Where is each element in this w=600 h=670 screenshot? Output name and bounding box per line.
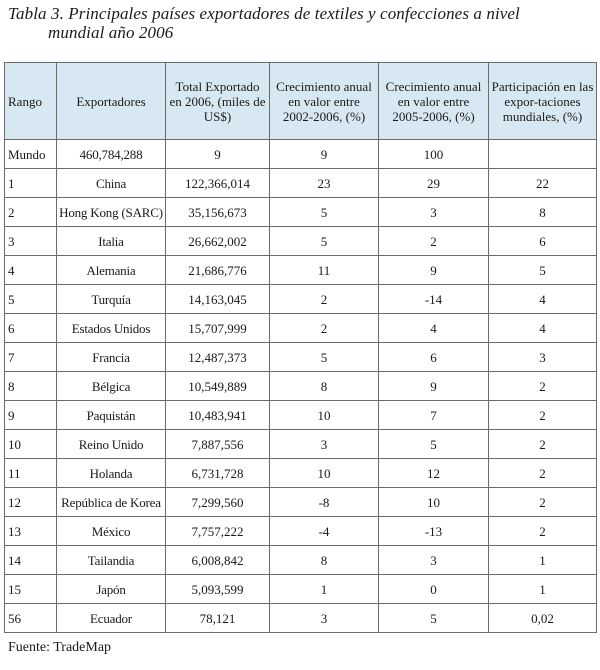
rank-cell: 56 <box>5 604 57 633</box>
table-row <box>5 488 597 517</box>
rank-cell: 11 <box>5 459 57 488</box>
rank-cell: 10 <box>5 430 57 459</box>
total-cell: 10,483,941 <box>166 401 270 430</box>
share-cell: 1 <box>489 546 597 575</box>
rank-cell: 1 <box>5 169 57 198</box>
total-cell: 9 <box>166 140 270 169</box>
exporter-cell: Turquía <box>57 285 166 314</box>
header-exportadores: Exportadores <box>57 63 166 140</box>
growth-2002-2006-cell: 5 <box>270 198 379 227</box>
exporter-cell: China <box>57 169 166 198</box>
table-row <box>5 517 597 546</box>
share-cell: 2 <box>489 488 597 517</box>
share-cell: 1 <box>489 575 597 604</box>
caption-line-2: mundial año 2006 <box>48 23 174 42</box>
rank-cell: 4 <box>5 256 57 285</box>
growth-2002-2006-cell: 23 <box>270 169 379 198</box>
header-participacion: Participación en las expor-taciones mundiales, (%) <box>489 63 597 140</box>
growth-2002-2006-cell: 10 <box>270 459 379 488</box>
share-cell: 2 <box>489 517 597 546</box>
total-cell: 6,731,728 <box>166 459 270 488</box>
share-cell: 3 <box>489 343 597 372</box>
table-row <box>5 604 597 633</box>
total-cell: 26,662,002 <box>166 227 270 256</box>
header-total-exportado: Total Exportado en 2006, (miles de US$) <box>166 63 270 140</box>
exporter-cell: República de Korea <box>57 488 166 517</box>
rank-cell: 12 <box>5 488 57 517</box>
total-cell: 7,757,222 <box>166 517 270 546</box>
growth-2005-2006-cell: 9 <box>379 372 489 401</box>
table-row <box>5 314 597 343</box>
growth-2002-2006-cell: 2 <box>270 314 379 343</box>
growth-2005-2006-cell: 5 <box>379 430 489 459</box>
growth-2005-2006-cell: 4 <box>379 314 489 343</box>
growth-2002-2006-cell: 11 <box>270 256 379 285</box>
growth-2002-2006-cell: 5 <box>270 343 379 372</box>
share-cell: 4 <box>489 285 597 314</box>
growth-2005-2006-cell: 7 <box>379 401 489 430</box>
table-row <box>5 575 597 604</box>
total-cell: 35,156,673 <box>166 198 270 227</box>
share-cell: 4 <box>489 314 597 343</box>
table-row <box>5 343 597 372</box>
exporter-cell: Holanda <box>57 459 166 488</box>
rank-cell: 8 <box>5 372 57 401</box>
table-body <box>5 140 597 633</box>
total-cell: 21,686,776 <box>166 256 270 285</box>
total-cell: 12,487,373 <box>166 343 270 372</box>
caption-line-1: Tabla 3. Principales países exportadores de textiles y confecciones a nivel <box>8 4 520 23</box>
growth-2002-2006-cell: -8 <box>270 488 379 517</box>
growth-2005-2006-cell: 5 <box>379 604 489 633</box>
exporter-cell: Paquistán <box>57 401 166 430</box>
table-row <box>5 198 597 227</box>
growth-2002-2006-cell: 9 <box>270 140 379 169</box>
header-crecimiento-2002-2006: Crecimiento anual en valor entre 2002-2006, (%) <box>270 63 379 140</box>
total-cell: 122,366,014 <box>166 169 270 198</box>
exporter-cell: Ecuador <box>57 604 166 633</box>
growth-2002-2006-cell: 5 <box>270 227 379 256</box>
share-cell <box>489 140 597 169</box>
growth-2002-2006-cell: 8 <box>270 546 379 575</box>
exporters-table <box>4 62 597 633</box>
share-cell: 22 <box>489 169 597 198</box>
share-cell: 2 <box>489 372 597 401</box>
exporter-cell: Alemania <box>57 256 166 285</box>
growth-2005-2006-cell: -14 <box>379 285 489 314</box>
exporter-cell: Hong Kong (SARC) <box>57 198 166 227</box>
growth-2002-2006-cell: 2 <box>270 285 379 314</box>
table-row <box>5 459 597 488</box>
growth-2005-2006-cell: 9 <box>379 256 489 285</box>
table-row <box>5 256 597 285</box>
table-row <box>5 169 597 198</box>
total-cell: 15,707,999 <box>166 314 270 343</box>
growth-2002-2006-cell: -4 <box>270 517 379 546</box>
growth-2002-2006-cell: 8 <box>270 372 379 401</box>
exporter-cell: Italia <box>57 227 166 256</box>
growth-2005-2006-cell: 0 <box>379 575 489 604</box>
growth-2002-2006-cell: 3 <box>270 604 379 633</box>
rank-cell: 6 <box>5 314 57 343</box>
rank-cell: Mundo <box>5 140 57 169</box>
exporter-cell: 460,784,288 <box>57 140 166 169</box>
share-cell: 2 <box>489 459 597 488</box>
total-cell: 10,549,889 <box>166 372 270 401</box>
growth-2005-2006-cell: 3 <box>379 546 489 575</box>
growth-2002-2006-cell: 3 <box>270 430 379 459</box>
exporter-cell: Reino Unido <box>57 430 166 459</box>
share-cell: 6 <box>489 227 597 256</box>
header-crecimiento-2005-2006: Crecimiento anual en valor entre 2005-2006, (%) <box>379 63 489 140</box>
rank-cell: 9 <box>5 401 57 430</box>
growth-2005-2006-cell: 100 <box>379 140 489 169</box>
growth-2005-2006-cell: 12 <box>379 459 489 488</box>
exporter-cell: Francia <box>57 343 166 372</box>
exporter-cell: Estados Unidos <box>57 314 166 343</box>
growth-2005-2006-cell: -13 <box>379 517 489 546</box>
total-cell: 78,121 <box>166 604 270 633</box>
growth-2005-2006-cell: 29 <box>379 169 489 198</box>
rank-cell: 15 <box>5 575 57 604</box>
table-row <box>5 227 597 256</box>
share-cell: 8 <box>489 198 597 227</box>
growth-2002-2006-cell: 10 <box>270 401 379 430</box>
exporter-cell: Bélgica <box>57 372 166 401</box>
rank-cell: 7 <box>5 343 57 372</box>
total-cell: 6,008,842 <box>166 546 270 575</box>
table-caption <box>8 4 594 42</box>
table-row <box>5 546 597 575</box>
share-cell: 0,02 <box>489 604 597 633</box>
total-cell: 14,163,045 <box>166 285 270 314</box>
header-rango: Rango <box>5 63 57 140</box>
table-row <box>5 401 597 430</box>
rank-cell: 2 <box>5 198 57 227</box>
total-cell: 7,887,556 <box>166 430 270 459</box>
total-cell: 7,299,560 <box>166 488 270 517</box>
growth-2005-2006-cell: 6 <box>379 343 489 372</box>
total-cell: 5,093,599 <box>166 575 270 604</box>
table-row <box>5 285 597 314</box>
rank-cell: 14 <box>5 546 57 575</box>
growth-2005-2006-cell: 3 <box>379 198 489 227</box>
table-row <box>5 430 597 459</box>
rank-cell: 3 <box>5 227 57 256</box>
share-cell: 2 <box>489 401 597 430</box>
rank-cell: 5 <box>5 285 57 314</box>
rank-cell: 13 <box>5 517 57 546</box>
exporter-cell: Japón <box>57 575 166 604</box>
share-cell: 5 <box>489 256 597 285</box>
header-row <box>5 63 597 140</box>
source-note: Fuente: TradeMap <box>8 640 112 655</box>
table-row <box>5 372 597 401</box>
growth-2005-2006-cell: 2 <box>379 227 489 256</box>
exporter-cell: México <box>57 517 166 546</box>
exporter-cell: Tailandia <box>57 546 166 575</box>
table-row <box>5 140 597 169</box>
share-cell: 2 <box>489 430 597 459</box>
growth-2005-2006-cell: 10 <box>379 488 489 517</box>
growth-2002-2006-cell: 1 <box>270 575 379 604</box>
